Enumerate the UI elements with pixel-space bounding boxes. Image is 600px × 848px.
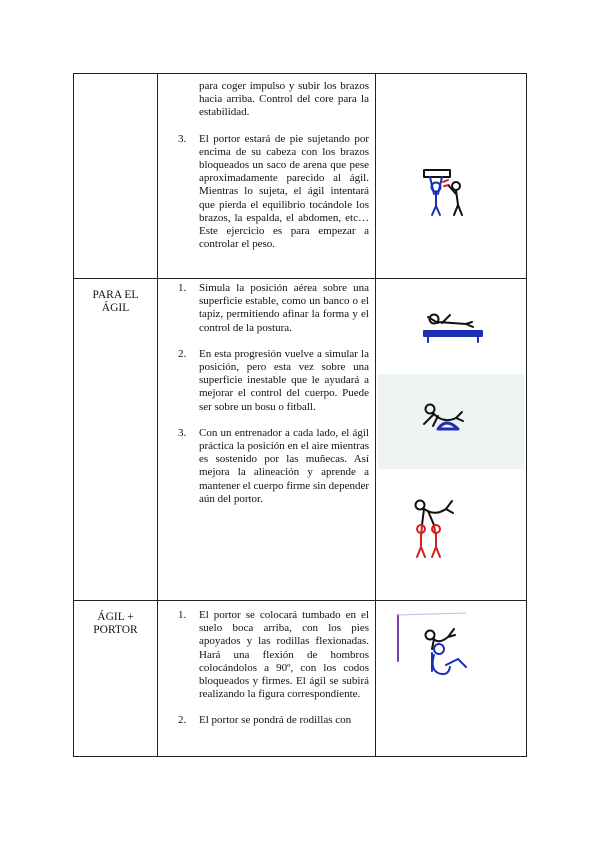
partner-lift-illustration xyxy=(376,601,526,701)
step-number: 2. xyxy=(178,347,187,360)
step-number: 3. xyxy=(178,132,187,145)
steps-cell xyxy=(158,74,376,279)
sandbag-hold-illustration xyxy=(376,74,526,274)
step-item xyxy=(158,133,375,252)
step-item xyxy=(158,427,375,506)
image-cell xyxy=(376,74,527,279)
step-number: 1. xyxy=(178,282,187,294)
bench-position-illustration xyxy=(376,279,526,374)
exercise-table xyxy=(73,73,527,757)
category-cell xyxy=(74,74,158,279)
category-cell xyxy=(74,279,158,601)
step-text: El portor se pondrá de rodillas con xyxy=(199,714,352,727)
category-cell xyxy=(74,601,158,757)
category-label: PORTOR xyxy=(93,624,138,636)
steps-cell xyxy=(158,279,376,601)
step-item xyxy=(158,348,375,414)
table-row xyxy=(74,279,527,601)
table-row xyxy=(74,74,527,279)
step-text: El portor estará de pie sujetando por encima de su cabeza con los brazos bloqueados un saco de arena que pese aproximadamente parecido al ágil. Mientras lo sujeta, el ágil intentará que pierda el equilibrio tocándole los brazos, la espalda, el abdomen, etc… Este ejercicio es para empezar a controlar el peso. xyxy=(199,132,369,251)
assisted-position-illustration xyxy=(376,469,526,579)
step-text: En esta progresión vuelve a simular la posición, pero esta vez sobre una superficie inestable que le ayudará a mejorar el control del cuerpo. Puede ser sobre un bosu o fitball. xyxy=(199,347,369,413)
step-continuation: para coger impulso y subir los brazos hacia arriba. Control del core para la estabilidad. xyxy=(199,80,369,119)
step-item xyxy=(158,714,375,727)
category-label: ÁGIL + xyxy=(97,611,134,623)
step-item xyxy=(158,282,375,335)
category-label: ÁGIL xyxy=(101,302,130,314)
category-label: PARA EL xyxy=(92,289,139,301)
table-row xyxy=(74,601,527,757)
bosu-position-illustration xyxy=(378,374,524,469)
step-number: 3. xyxy=(178,426,187,439)
image-cell xyxy=(376,601,527,757)
step-text: Con un entrenador a cada lado, el ágil práctica la posición en el aire mientras es sostenido por las muñecas. Así mejora la alineación y aprende a mantener el cuerpo firme sin depender aún del portor. xyxy=(199,426,369,505)
step-number: 2. xyxy=(178,714,187,727)
step-text: El portor se colocará tumbado en el suelo boca arriba, con los pies apoyados y las rodillas flexionadas. Hará una flexión de hombros colocándolos a 90º, con los codos bloqueados y firmes. El ágil se subirá realizando la figura correspondiente. xyxy=(199,609,369,701)
step-number: 1. xyxy=(178,609,187,621)
step-item xyxy=(158,609,375,701)
steps-cell xyxy=(158,601,376,757)
image-cell xyxy=(376,279,527,601)
step-text: Simula la posición aérea sobre una superficie estable, como un banco o el tapiz, permitiendo afinar la forma y el control de la postura. xyxy=(199,282,369,334)
